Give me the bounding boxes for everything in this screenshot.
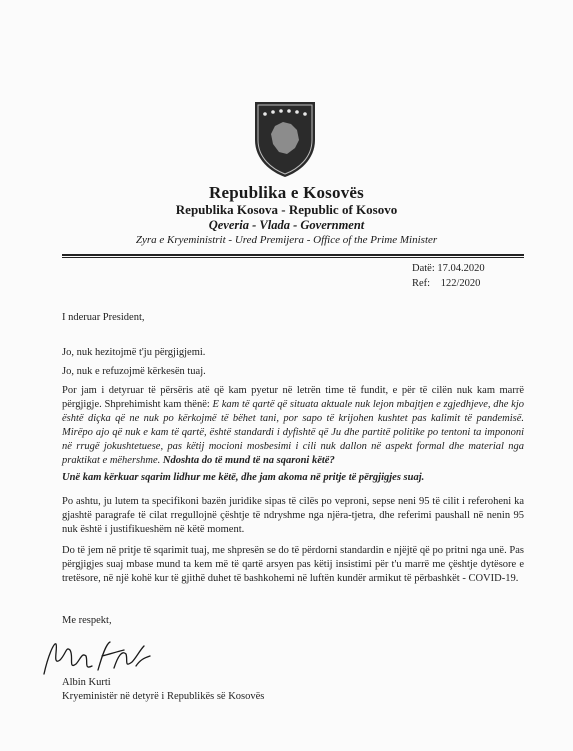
office-title: Zyra e Kryeministrit - Ured Premijera - Office of the Prime Minister [135, 234, 438, 246]
paragraph-5: Po ashtu, ju lutem ta specifikoni bazën juridike sipas të cilës po veproni, sepse neni 95 të cilit i referoheni ka gjashtë paragrafe të cilat rregullojnë çështje të ndryshme nga njëra-tjetra, dhe referimi paushall në nenin 95 nuk është i justifikueshëm në këtë moment. [62, 496, 524, 535]
date-line [412, 263, 485, 274]
paragraph-3-question: Ndoshta do të mund të na sqaroni këtë? [162, 455, 335, 466]
kosovo-coat-of-arms-icon [253, 100, 317, 178]
country-title: Republika e Kosovës [209, 183, 364, 202]
ref-value: 122/2020 [440, 278, 481, 289]
paragraph-2: Jo, nuk e refuzojmë kërkesën tuaj. [62, 366, 206, 377]
header-divider [62, 254, 524, 256]
paragraph-3-intro: Por jam i detyruar të përsëris atë që kam pyetur në letrën time të fundit, e për të cilën nuk kam marrë përgjigje. Shprehimisht kam thënë: [62, 385, 524, 410]
salutation: I nderuar President, [62, 312, 145, 323]
handwritten-signature [40, 636, 160, 678]
header-divider-thin [62, 257, 524, 258]
paragraph-3-quote: E kam të qartë që situata aktuale nuk lejon mbajtjen e zgjedhjeve, dhe kjo është diçka që ne nuk po kërkojmë të bëhet tani, por sapo të krijohen kushtet pas kalimit të pandemisë. Mirëpo ajo që nuk e kam të qartë, është standardi i dyfishtë që Ju dhe partitë politike po tentoni ta impononi në rrugë jokushtetuese, pas këtij mocioni mosbesimi i cili nuk dallon në aspekt formal dhe material nga praktikat e mëhershme. [62, 399, 524, 466]
date-label: Datë: [412, 263, 435, 274]
paragraph-1: Jo, nuk hezitojmë t'ju përgjigjemi. [62, 347, 206, 358]
ref-line [412, 278, 480, 289]
closing: Me respekt, [62, 615, 112, 626]
signer-title: Kryeministër në detyrë i Republikës së Kosovës [62, 691, 265, 702]
signer-name: Albin Kurti [62, 677, 111, 688]
government-title: Qeveria - Vlada - Government [208, 218, 365, 232]
date-value: 17.04.2020 [437, 263, 485, 274]
country-multilingual: Republika Kosova - Republic of Kosovo [175, 202, 398, 217]
paragraph-3 [62, 384, 524, 468]
paragraph-6: Do të jem në pritje të sqarimit tuaj, me shpresën se do të përdorni standardin e njëjtë që po pritni nga unë. Pas përgjigjes suaj mbase mund ta kem më të qartë arsyen pas këtij insistimi për t'u marrë me çështje dytësore e tretësore, në një kohë kur të gjithë duhet të bashkohemi në luftën kundër armikut të përbashkët - COVID-19. [62, 545, 524, 584]
paragraph-4: Unë kam kërkuar sqarim lidhur me këtë, dhe jam akoma në pritje të përgjigjes suaj. [62, 472, 425, 483]
ref-label: Ref: [412, 278, 431, 289]
